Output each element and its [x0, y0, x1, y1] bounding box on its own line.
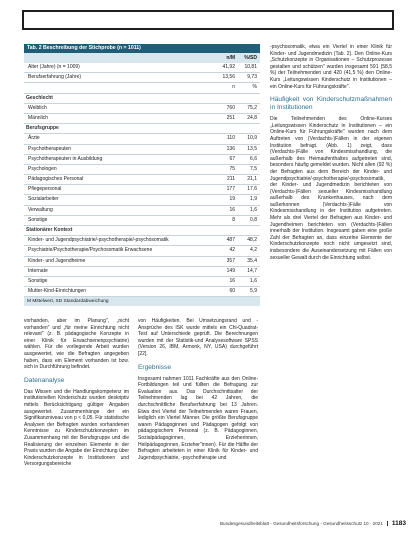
- row-label: Sonstige: [28, 277, 48, 284]
- row-pct: 21,1: [247, 176, 257, 183]
- table-row: [24, 195, 260, 205]
- row-n: 211: [227, 176, 235, 183]
- row-label: Internate: [28, 267, 48, 274]
- row-label: Verwaltung: [28, 206, 53, 213]
- row-n: 760: [226, 104, 235, 111]
- row-pct: 10,81: [244, 64, 257, 70]
- row-pct: 10,9: [247, 135, 257, 142]
- table-row: [24, 267, 260, 277]
- row-n: [213, 94, 235, 103]
- row-n: n: [232, 84, 235, 91]
- section-heading-datenanalyse: Datenanalyse: [24, 376, 65, 384]
- row-pct: [235, 124, 260, 133]
- table-row: [24, 104, 260, 114]
- row-n: 487: [226, 237, 235, 244]
- row-n: 177: [226, 186, 235, 193]
- row-label: Psychotherapeuten in Ausbildung: [28, 155, 103, 162]
- row-label: Kinder- und Jugendheime: [28, 257, 86, 264]
- table-row: [24, 226, 260, 236]
- table-header: [24, 53, 260, 63]
- row-n: 357: [226, 257, 235, 264]
- row-pct: 35,4: [247, 257, 257, 264]
- row-label: Psychiatrie/Psychotherapie/Psychosomatik Erwachsene: [28, 247, 153, 254]
- row-n: [213, 226, 235, 235]
- table-row: [24, 155, 260, 165]
- table-row: [24, 73, 260, 83]
- row-pct: 1,9: [250, 196, 257, 203]
- sample-table: [24, 44, 260, 306]
- row-label: Mutter-Kind-Einrichtungen: [28, 288, 87, 295]
- row-label: Ärzte: [28, 135, 40, 142]
- paragraph: von Häufigkeiten. Bei Umsetzungsrand und -Ansprüche des ISK wurde mittels ein Chi-Quadrat-Test auf Unterschiede geprüft. Die Berechnungen wurden mit der Statistik-und Analysesoftware SPSS (Version 26, IBM, Armonk, NY, USA) durchgeführt [22].: [138, 318, 258, 357]
- row-n: 42: [229, 247, 235, 254]
- row-label: Kinder- und Jugendpsychiatrie/-psychotherapie/-psychosomatik: [28, 237, 169, 244]
- top-banner: [22, 10, 394, 30]
- journal-citation: Bundesgesundheitsblatt - Gesundheitsforschung - Gesundheitsschutz 10 · 2021: [220, 521, 388, 526]
- row-pct: 6,6: [250, 155, 257, 162]
- section-heading-haeufigkeit: Häufigkeit von Kinderschutzmaßnahmen in Institutionen: [270, 96, 392, 112]
- col-n-header: n/M: [226, 55, 235, 61]
- row-n: 8: [232, 216, 235, 223]
- row-pct: 4,2: [250, 247, 257, 254]
- row-label: Pflegepersonal: [28, 186, 62, 193]
- row-pct: 1,6: [250, 206, 257, 213]
- table-row: [24, 246, 260, 256]
- text-column-right: [270, 44, 392, 266]
- table-body: [24, 63, 260, 297]
- row-label: Weiblich: [28, 104, 47, 111]
- row-label: Berufserfahrung (Jahre): [28, 74, 82, 81]
- row-pct: 5,9: [250, 288, 257, 295]
- table-row: [24, 165, 260, 175]
- page-number: 1183: [391, 520, 406, 527]
- paragraph: Das Wissen und die Handlungskompetenz im institutionellen Kinderschutz wurden deskriptiv mittels Berücksichtigung gültiger Angaben ausgewertet. Zusammenhänge der ein Signifikanzniveau von p < 0,05. Für statistische Analysen der Befragten wurden vorhandenen Kenntnisse zu Kinderschutzkonzepten im Zusammenhang mit der Berufsgruppe und die Realisierung der einzelnen Elemente in der Praxis wurden die Angabe der Einrichtung über Kinderschutzkonzepte in Institutionen und Versorgungsbereiche: [24, 388, 129, 468]
- row-label: Geschlecht: [26, 94, 53, 101]
- row-pct: 14,7: [247, 267, 257, 274]
- row-pct: 17,6: [247, 186, 257, 193]
- row-n: 16: [229, 277, 235, 284]
- row-label: Sozialarbeiter: [28, 196, 59, 203]
- table-row: [24, 206, 260, 216]
- col-pct-header: %/SD: [244, 55, 257, 61]
- table-row: [24, 83, 260, 93]
- row-label: Männlich: [28, 114, 49, 121]
- section-heading-ergebnisse: Ergebnisse: [138, 363, 171, 371]
- table-row: [24, 287, 260, 297]
- table-row: [24, 124, 260, 134]
- row-pct: 13,5: [247, 145, 257, 152]
- row-label: Stationärer Kontext: [26, 227, 73, 233]
- row-pct: 9,73: [247, 74, 257, 81]
- row-pct: 75,2: [247, 104, 257, 111]
- table-row: [24, 175, 260, 185]
- row-label: Psychotherapeuten: [28, 145, 72, 152]
- table-row: [24, 63, 260, 73]
- table-row: [24, 145, 260, 155]
- row-n: 75: [229, 165, 235, 172]
- paragraph: vorhanden, aber im Planung", „nicht vorhanden" und „für meine Einrichtung nicht relevant" (z. B. pädagogische Konzepte in einer Klinik für Erwachsenenpsychiatrie) wählen. Für die vorliegende Arbeit wurden ausgewertet, wie die Befragten angegeben haben, dass ein Element vorhanden ist bzw. sich in Durchführung befindet.: [24, 318, 129, 371]
- paragraph: -psychosomatik, etwa ein Viertel in einer Klinik für Kinder- und Jugendmedizin (Tab. 2). Den Online-Kurs „Schutzkonzepte in Organisationen – Schutzprozesse gestalten und schützen" wurden insgesamt 591 (58,5 %) der Teilnehmenden und 420 (41,5 %) den Online-Kurs „Leitungswissen Kinderschutz in Institutionen – ein Online-Kurs für Führungskräfte".: [270, 44, 392, 90]
- row-n: 19: [229, 196, 235, 203]
- paragraph: Die Teilnehmenden des Online-Kurses „Leitungswissen Kinderschutz in Institutionen – ein Online-Kurs für Führungskräfte" wurden nach dem Auftreten von (Verdachts-)Fällen in der eigenen Institution befragt. (Abb. 1) zeigt, dass (Verdachts-)Fälle von Kindesmisshandlung, die außerhalb des Heimaufenthaltes aufgetreten sind, besonders häufig gemeldet wurden. Nicht allen (92 %) der Befragten aus dem Bereich der Kinder- und Jugendpsychiatrie/-psychotherapie/-psychosomatik, der Kinder- und Jugendmedizin berichteten von (Verdachts-)Fällen sexueller Kindesmisshandlung außerhalb des Krankenhauses, nach dem außerkonnen (Verdachts-)Fälle von Kindesmisshandlung in der Institution aufgetreten. Mehr als drei Viertel der Befragten aus Kinder- und Jugendheimen berichteten von (Verdachts-)Fällen innerhalb der Institution. Insgesamt gaben eine große Zahl der Befragten an, dass einzelne Elemente der Kinderschutzkonzepte noch nicht umgesetzt sind, insbesondere die Auseinandersetzung mit Fällen von sexueller Gewalt durch die Einrichtung selbst.: [270, 116, 392, 261]
- row-n: 251: [226, 114, 235, 121]
- row-n: 13,56: [222, 74, 235, 81]
- row-n: [213, 124, 235, 133]
- row-label: Berufsgruppe: [26, 125, 59, 132]
- row-n: 16: [229, 206, 235, 213]
- row-pct: [235, 226, 260, 235]
- row-pct: 24,8: [247, 114, 257, 121]
- row-pct: 7,5: [250, 165, 257, 172]
- row-pct: 1,6: [250, 277, 257, 284]
- page-footer: [120, 520, 406, 527]
- row-pct: 48,2: [247, 237, 257, 244]
- row-pct: %: [252, 84, 257, 91]
- table-footnote: M Mittelwert, SD Standardabweichung: [24, 297, 260, 306]
- row-n: 41,92: [222, 64, 235, 70]
- row-n: 149: [226, 267, 235, 274]
- row-n: 136: [226, 145, 235, 152]
- table-row: [24, 257, 260, 267]
- row-label: Alter (Jahre) (n = 1009): [28, 64, 80, 70]
- text-column-middle: [138, 318, 258, 466]
- table-caption: Tab. 2 Beschreibung der Stichprobe (n = 1011): [24, 44, 260, 53]
- table-row: [24, 185, 260, 195]
- table-row: [24, 94, 260, 104]
- table-row: [24, 134, 260, 144]
- text-column-left: [24, 318, 129, 473]
- row-pct: 0,8: [250, 216, 257, 223]
- row-n: 110: [227, 135, 235, 142]
- row-label: [24, 83, 213, 92]
- table-row: [24, 236, 260, 246]
- paragraph: Insgesamt nahmen 1011 Fachkräfte aus den Online-Fortbildungen teil und füllten die Befragung zur Evaluation aus. Das Durchschnittsalter der Teilnehmenden lag bei 42 Jahren, die durchschnittliche Berufserfahrung bei 13 Jahren. Etwa drei Viertel der Teilnehmenden waren Frauen, lediglich ein Viertel Männer. Die größte Berufsgruppe waren Pädagoginnen und Pädagogen gefolgt von pädagogischem Personal (z. B. Pädagoginnen, Sozialpädagoginnen, Erzieherinnen, Heilpädagoginnen, Erzieher"innen). Für die Hälfte der Befragten arbeiteten in einer Klinik für Kinder- und Jugendpsychiatrie, -psychotherapie und: [138, 375, 258, 461]
- row-n: 60: [229, 288, 235, 295]
- table-row: [24, 277, 260, 287]
- table-row: [24, 216, 260, 226]
- row-label: Sonstige: [28, 216, 48, 223]
- row-label: Pädagogisches Personal: [28, 176, 84, 183]
- table-row: [24, 114, 260, 124]
- row-n: 67: [229, 155, 235, 162]
- row-pct: [235, 94, 260, 103]
- row-label: Psychologen: [28, 165, 57, 172]
